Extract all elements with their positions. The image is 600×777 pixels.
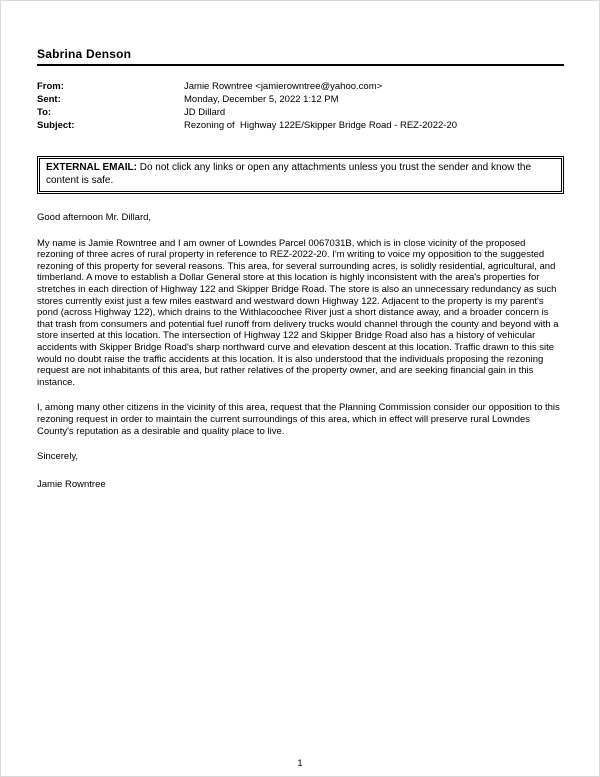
email-body <box>37 212 564 490</box>
from-value: Jamie Rowntree <jamierowntree@yahoo.com> <box>184 81 383 92</box>
body-paragraph-1: My name is Jamie Rowntree and I am owner of Lowndes Parcel 0067031B, which is in close vicinity of the proposed rezoning of three acres of rural property in reference to REZ-2022-20. I'm writing to voice my opposition to the suggested rezoning of this property for several reasons. This area, for several surrounding acres, is solidly residential, agricultural, and timberland. A move to establish a Dollar General store at this location is highly inconsistent with the area's properties for stretches in each direction of Highway 122 and Skipper Bridge Road. The store is also an unnecessary redundancy as such stores currently exist just a few miles eastward and westward down Highway 122. Adjacent to the property is my parent's pond (across Highway 122), which drains to the Withlacoochee River just a short distance away, and a broader concern is that trash from consumers and potential fuel runoff from delivery trucks would channel through the county and beyond with a store inserted at this location. The intersection of Highway 122 and Skipper Bridge Road also has a history of vehicular accidents with Skipper Bridge Road's sharp northward curve and elevation descent at this location. Traffic drawn to this site would no doubt raise the traffic accidents at this location. It is also understood that the individuals proposing the rezoning request are not inhabitants of this area, but rather relatives of the property owner, and are seeking financial gain in this instance. <box>37 237 559 388</box>
sent-value: Monday, December 5, 2022 1:12 PM <box>184 94 339 105</box>
external-email-warning-prefix: EXTERNAL EMAIL: <box>46 162 137 173</box>
external-email-warning <box>37 156 564 194</box>
recipient-name: Sabrina Denson <box>37 47 132 61</box>
header-divider <box>37 64 564 66</box>
subject-value: Rezoning of Highway 122E/Skipper Bridge Road - REZ-2022-20 <box>184 120 458 131</box>
sent-label: Sent: <box>37 94 61 105</box>
from-label: From: <box>37 81 64 92</box>
external-email-warning-text: Do not click any links or open any attachments unless you trust the sender and know the content is safe. <box>46 162 532 186</box>
closing: Sincerely, <box>37 451 79 463</box>
subject-label: Subject: <box>37 120 75 131</box>
body-paragraph-2: I, among many other citizens in the vicinity of this area, request that the Planning Commission consider our opposition to this rezoning request in order to maintain the current surroundings of this area, which in effect will preserve rural Lowndes County's reputation as a desirable and quality place to live. <box>37 402 560 437</box>
email-header <box>37 80 564 132</box>
page-number: 1 <box>297 758 303 768</box>
to-value: JD Dillard <box>184 107 226 118</box>
greeting: Good afternoon Mr. Dillard, <box>37 212 152 223</box>
header-field-subject <box>37 119 564 132</box>
signature: Jamie Rowntree <box>37 478 106 490</box>
header-field-from <box>37 80 564 93</box>
header-field-sent <box>37 93 564 106</box>
to-label: To: <box>37 107 52 118</box>
header-field-to <box>37 106 564 119</box>
